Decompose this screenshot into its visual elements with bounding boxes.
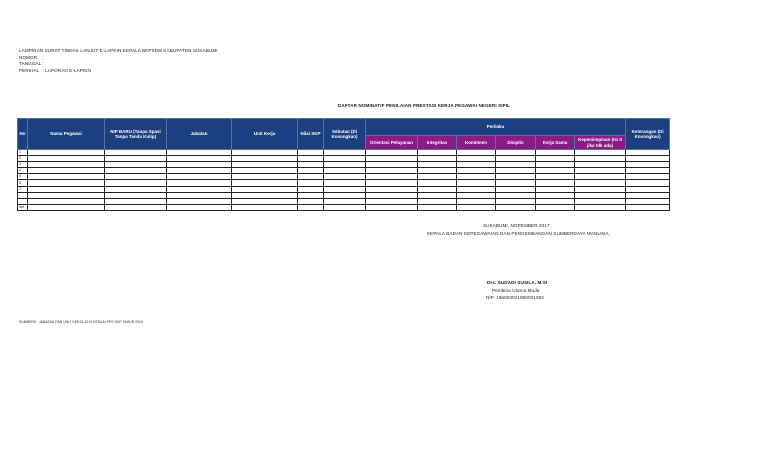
lampiran-line: LAMPIRAN SURAT TINDAK LANJUT E-LAPKIN KEPALA BKPSDM KABUPATEN SUKABUMI — [19, 48, 218, 53]
table-cell — [232, 204, 298, 210]
col-header-komitmen: Komitmen — [457, 136, 496, 150]
col-header-no: No — [18, 119, 28, 150]
col-header-nip: NIP BARU (Tanpa Spasi Tanpa Tanda Kutip) — [105, 119, 167, 150]
table-cell — [366, 204, 418, 210]
nominative-table — [17, 118, 670, 211]
col-header-orientasi: Orientasi Pelayanan — [366, 136, 418, 150]
table-cell — [28, 204, 105, 210]
perihal-line — [19, 68, 218, 75]
tanggal-label: TANGGAL — [19, 61, 42, 66]
table-cell — [536, 204, 575, 210]
col-header-integritas: Integritas — [418, 136, 457, 150]
col-header-jabatan: Jabatan — [167, 119, 232, 150]
table-cell — [575, 204, 626, 210]
col-header-nama: Nama Pegawai — [28, 119, 105, 150]
col-header-kerjasama: Kerja Sama — [536, 136, 575, 150]
table-cell — [105, 204, 167, 210]
nomor-label: NOMOR — [19, 54, 38, 60]
table-row — [18, 204, 670, 210]
source-footnote: SUMBERS : JABATAN DAN UNIT KERJA 2019 SESUAI PPK SKP TAHUN 2016 — [19, 320, 143, 324]
letter-header — [19, 48, 218, 74]
table-cell — [418, 204, 457, 210]
row-number-cell: 6 — [18, 180, 28, 186]
signature-office: KEPALA BADAN KEPEGAWAIAN DAN PENGEMBANGAN SUMBERDAYA MANUSIA, — [427, 231, 610, 236]
row-number-cell: 4 — [18, 168, 28, 174]
table-cell — [298, 204, 324, 210]
col-header-sebutan: Sebutan (Di Kosongkan) — [324, 119, 366, 150]
col-header-disiplin: Disiplin — [496, 136, 536, 150]
col-header-nilai-skp: Nilai SKP — [298, 119, 324, 150]
table-cell — [457, 204, 496, 210]
row-number-cell: 1 — [18, 150, 28, 156]
tanggal-value: : — [42, 61, 44, 66]
nomor-value: : — [42, 54, 44, 60]
signature-name: Drs. SUDADI SUSILA, M.SI — [487, 280, 548, 285]
row-number-cell: 5 — [18, 174, 28, 180]
row-number-cell: 3 — [18, 162, 28, 168]
perihal-value: : LAPORAN E-LAPKIN — [42, 67, 91, 73]
table-cell — [324, 204, 366, 210]
col-header-perilaku: Perilaku — [366, 119, 626, 136]
row-number-cell: dst — [18, 204, 28, 210]
col-header-kepemimpinan: Kepemimpinan (Isi 0 jika tdk ada) — [575, 136, 626, 150]
table-cell — [626, 204, 670, 210]
signature-nip: NIP. 196003021990031002 — [486, 295, 544, 300]
table-cell — [496, 204, 536, 210]
signature-city-date: SUKABUMI, NOPEMBER 2017 — [483, 223, 550, 228]
row-number-cell: 2 — [18, 156, 28, 162]
table-body — [18, 150, 670, 211]
signature-rank: Pembina Utama Muda — [492, 288, 540, 293]
document-title: DAFTAR NOMINATIF PENILAIAN PRESTASI KERJA PEGAWAI NEGERI SIPIL — [337, 103, 511, 108]
perihal-label: PERIHAL — [19, 67, 40, 73]
table-cell — [167, 204, 232, 210]
col-header-keterangan: Keterangan (Di Kosongkan) — [626, 119, 670, 150]
col-header-unit: Unit Kerja — [232, 119, 298, 150]
row-number-cell: 7 — [18, 186, 28, 192]
